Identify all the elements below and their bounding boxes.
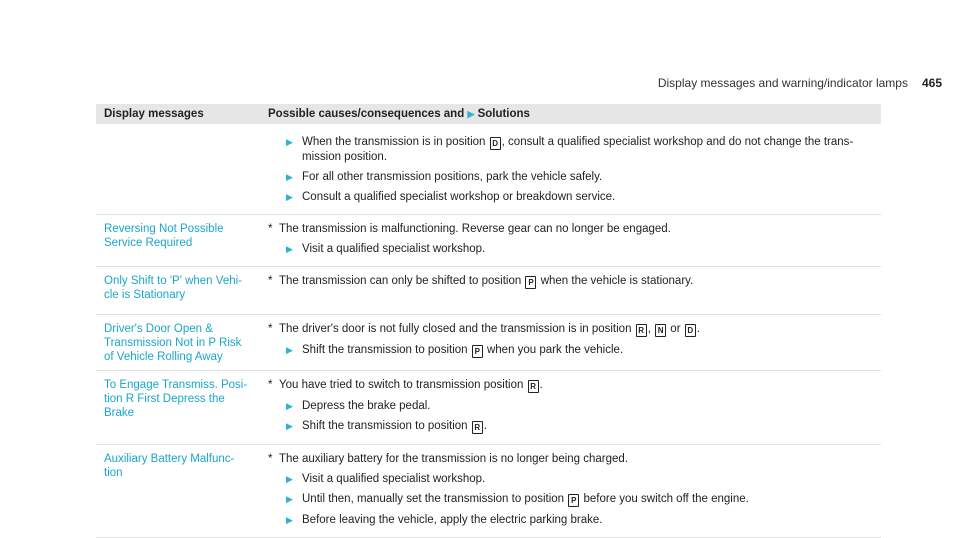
messages-table <box>96 104 881 538</box>
solution-item <box>286 419 873 434</box>
cause-text: The transmission can only be shifted to position <box>279 275 522 287</box>
message-cell: Only Shift to 'P' when Vehicle is Stationary <box>96 267 256 315</box>
position-p-key-icon: P <box>472 345 483 358</box>
solution-item <box>286 170 873 184</box>
solution-text: Visit a qualified specialist workshop. <box>302 473 486 485</box>
cause-text: when the vehicle is stationary. <box>540 275 694 287</box>
header-title: Display messages and warning/indicator lamps <box>657 76 908 90</box>
solution-text: . <box>483 420 487 432</box>
solution-item <box>286 242 873 256</box>
table-header-row <box>96 104 881 124</box>
asterisk-icon: * <box>268 379 273 391</box>
cause-item <box>268 322 873 337</box>
solution-text: before you switch off the engine. <box>583 493 749 505</box>
table-row <box>96 371 881 445</box>
table-row <box>96 445 881 538</box>
position-d-key-icon: D <box>490 137 501 150</box>
solution-text: Shift the transmission to position <box>302 420 468 432</box>
table-row <box>96 215 881 267</box>
solution-item <box>286 343 873 358</box>
solution-arrow-icon: ▶ <box>286 421 293 431</box>
message-cell <box>96 124 256 215</box>
col-header-messages: Display messages <box>96 104 256 124</box>
col-header-solutions-text: Solutions <box>477 108 530 120</box>
asterisk-icon: * <box>268 453 273 465</box>
cause-item <box>268 274 873 289</box>
cause-item <box>268 222 873 236</box>
solution-arrow-icon: ▶ <box>286 244 293 254</box>
solution-arrow-icon: ▶ <box>286 474 293 484</box>
asterisk-icon: * <box>268 323 273 335</box>
table-row <box>96 267 881 315</box>
solution-item <box>286 513 873 527</box>
solution-text: Visit a qualified specialist workshop. <box>302 243 486 255</box>
solution-text: when you park the vehicle. <box>486 344 624 356</box>
solution-arrow-icon: ▶ <box>286 401 293 411</box>
solution-text: Shift the transmission to position <box>302 344 468 356</box>
position-r-key-icon: R <box>636 324 647 337</box>
solution-text: Consult a qualified specialist workshop or breakdown service. <box>302 191 616 203</box>
cause-separator: or <box>670 323 681 335</box>
solution-text: Until then, manually set the transmission to position <box>302 493 565 505</box>
cause-item <box>268 452 873 466</box>
table-row <box>96 315 881 371</box>
solution-text: Before leaving the vehicle, apply the electric parking brake. <box>302 514 603 526</box>
cause-text: The transmission is malfunctioning. Reverse gear can no longer be engaged. <box>279 223 671 235</box>
page-number: 465 <box>921 76 942 90</box>
cause-text: . <box>539 379 543 391</box>
causes-cell <box>256 124 881 215</box>
solution-item <box>286 135 873 164</box>
cause-separator: , <box>647 323 651 335</box>
causes-cell <box>256 371 881 445</box>
solution-arrow-icon: ▶ <box>286 345 293 355</box>
causes-cell <box>256 445 881 538</box>
solution-arrow-icon: ▶ <box>286 192 293 202</box>
message-cell: Driver's Door Open & Transmission Not in P Risk of Vehicle Rolling Away <box>96 315 256 371</box>
message-cell: To Engage Transmiss. Position R First Depress the Brake <box>96 371 256 445</box>
message-cell: Auxiliary Battery Malfunction <box>96 445 256 538</box>
solution-text: Depress the brake pedal. <box>302 400 431 412</box>
cause-text: The auxiliary battery for the transmission is no longer being charged. <box>279 453 629 465</box>
asterisk-icon: * <box>268 223 273 235</box>
cause-item <box>268 378 873 393</box>
col-header-causes-text: Possible causes/consequences and <box>268 108 465 120</box>
position-r-key-icon: R <box>472 421 483 434</box>
position-d-key-icon: D <box>685 324 696 337</box>
solution-arrow-icon: ▶ <box>286 172 293 182</box>
cause-text: You have tried to switch to transmission position <box>279 379 524 391</box>
solution-arrow-icon: ▶ <box>286 137 293 147</box>
solution-item <box>286 190 873 204</box>
solution-item <box>286 472 873 486</box>
col-header-causes <box>256 104 881 124</box>
table-row <box>96 124 881 215</box>
solution-text: , consult a qualified specialist workshop and do not change the transmission position. <box>302 136 854 163</box>
position-p-key-icon: P <box>568 494 579 507</box>
cause-text: The driver's door is not fully closed and the transmission is in position <box>279 323 632 335</box>
solution-arrow-icon: ▶ <box>286 515 293 525</box>
solution-item <box>286 492 873 507</box>
solution-arrow-icon: ▶ <box>467 109 475 119</box>
position-p-key-icon: P <box>525 276 536 289</box>
message-cell: Reversing Not Possible Service Required <box>96 215 256 267</box>
position-r-key-icon: R <box>528 380 539 393</box>
asterisk-icon: * <box>268 275 273 287</box>
solution-text: For all other transmission positions, park the vehicle safely. <box>302 171 603 183</box>
causes-cell <box>256 215 881 267</box>
position-n-key-icon: N <box>655 324 666 337</box>
solution-text: When the transmission is in position <box>302 136 486 148</box>
solution-item <box>286 399 873 413</box>
cause-separator: . <box>696 323 700 335</box>
causes-cell <box>256 315 881 371</box>
solution-arrow-icon: ▶ <box>286 494 293 504</box>
page-header <box>658 76 942 90</box>
causes-cell <box>256 267 881 315</box>
